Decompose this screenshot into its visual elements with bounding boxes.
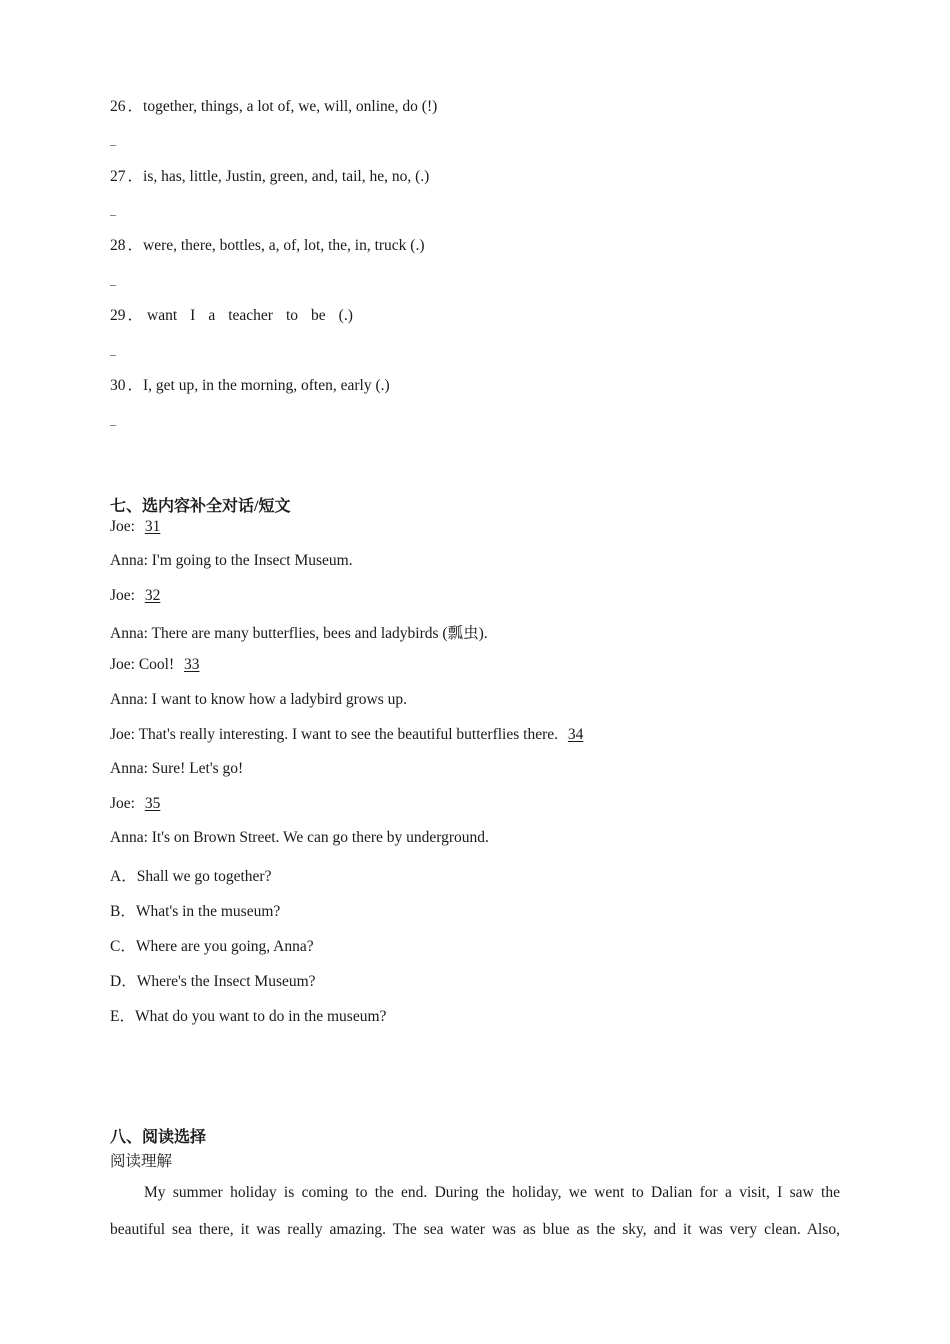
question-words: were, there, bottles, a, of, lot, the, in, truck (.) [143,237,425,254]
option-c: C．Where are you going, Anna? [110,938,314,955]
question-words: I, get up, in the morning, often, early (.) [143,377,390,394]
reading-paragraph-line: beautiful sea there, it was really amazing. The sea water was as blue as the sky, and it was very clean. Also, [110,1221,840,1238]
option-d: D．Where's the Insect Museum? [110,973,316,990]
question-words: is, has, little, Justin, green, and, tail, he, no, (.) [143,168,430,185]
answer-blank: 32 [144,587,161,604]
dialogue-line: Joe: That's really interesting. I want to see the beautiful butterflies there. 34 [110,726,584,743]
question-30: 30 ．I, get up, in the morning, often, early (.) [110,377,390,394]
dialogue-line: Joe: 32 [110,587,161,604]
word: I [190,307,196,324]
reading-paragraph-line: My summer holiday is coming to the end. During the holiday, we went to Dalian for a visit, I saw the [144,1184,840,1201]
question-number: 30 [110,377,126,394]
answer-line: _ [110,343,116,357]
question-number: 26 [110,98,126,115]
question-words: together, things, a lot of, we, will, online, do (!) [143,98,438,115]
answer-line: _ [110,413,116,427]
word: (.) [338,307,353,324]
dialogue-line: Anna: I want to know how a ladybird grows up. [110,691,408,708]
answer-blank: 33 [184,656,200,673]
dialogue-line: Anna: I'm going to the Insect Museum. [110,552,353,569]
word: to [285,307,299,324]
option-e: E．What do you want to do in the museum? [110,1008,387,1025]
dialogue-line: Joe: Cool! 33 [110,656,200,673]
section-subheading: 阅读理解 [110,1153,173,1170]
answer-line: _ [110,273,116,287]
question-27: 27 ．is, has, little, Justin, green, and, tail, he, no, (.) [110,168,430,185]
word: a [208,307,216,324]
question-number: 28 [110,237,126,254]
dialogue-line: Anna: There are many butterflies, bees and ladybirds (瓢虫). [110,625,488,642]
word: teacher [228,307,273,324]
answer-line: _ [110,203,116,217]
question-number: 29 [110,307,126,324]
option-b: B．What's in the museum? [110,903,281,920]
word: be [311,307,326,324]
question-28: 28 ．were, there, bottles, a, of, lot, the, in, truck (.) [110,237,425,254]
section-heading: 七、选内容补全对话/短文 [110,498,291,515]
answer-blank: 31 [144,518,161,535]
question-number: 27 [110,168,126,185]
answer-blank: 34 [567,726,584,743]
dialogue-line: Joe: 31 [110,518,161,535]
question-29: 29 ． want I a teacher to be (.) [110,307,353,324]
word: want [147,307,178,324]
section-heading: 八、阅读选择 [110,1129,207,1146]
dialogue-line: Anna: It's on Brown Street. We can go there by underground. [110,829,489,846]
option-a: A．Shall we go together? [110,868,272,885]
dialogue-line: Anna: Sure! Let's go! [110,760,244,777]
question-26: 26 ．together, things, a lot of, we, will, online, do (!) [110,98,438,115]
answer-blank: 35 [144,795,161,812]
dialogue-line: Joe: 35 [110,795,161,812]
answer-line: _ [110,133,116,147]
